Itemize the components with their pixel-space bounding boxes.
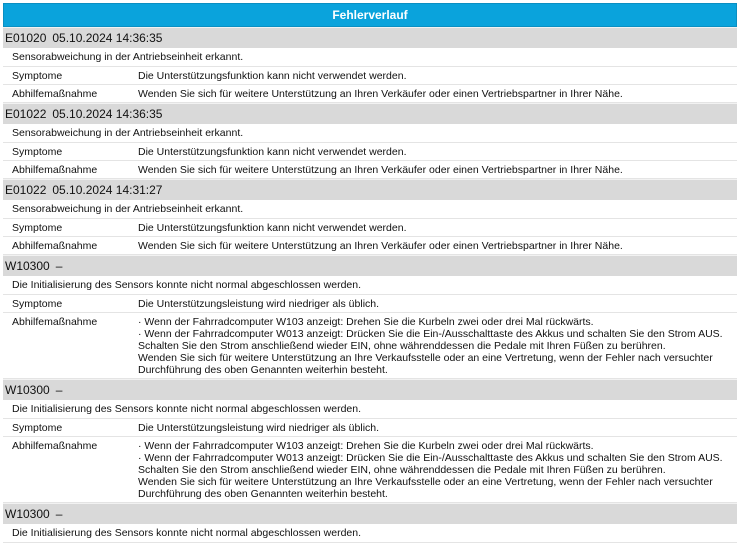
error-code: W10300 xyxy=(5,383,50,397)
symptom-row-label: Symptome xyxy=(12,222,63,234)
error-timestamp: 05.10.2024 14:31:27 xyxy=(52,183,163,197)
error-entry-header[interactable] xyxy=(3,255,737,276)
remedy-row-label: Abhilfemaßnahme xyxy=(12,240,98,252)
remedy-row-value xyxy=(138,164,737,176)
symptom-row-line: Die Unterstützungsleistung wird niedriger als üblich. xyxy=(138,422,380,434)
remedy-row-label: Abhilfemaßnahme xyxy=(12,440,98,452)
remedy-row-line: · Wenn der Fahrradcomputer W103 anzeigt: Drehen Sie die Kurbeln zwei oder drei Mal rückwärts. xyxy=(138,316,594,328)
symptom-row-label: Symptome xyxy=(12,70,63,82)
error-history-list[interactable] xyxy=(3,27,737,543)
error-entry-header[interactable] xyxy=(3,379,737,400)
error-description: Die Initialisierung des Sensors konnte nicht normal abgeschlossen werden. xyxy=(3,400,737,419)
remedy-row-label: Abhilfemaßnahme xyxy=(12,88,98,100)
remedy-row xyxy=(3,85,737,103)
symptom-row-line: Die Unterstützungsfunktion kann nicht verwendet werden. xyxy=(138,222,407,234)
symptom-row-value xyxy=(138,146,737,158)
error-timestamp: – xyxy=(55,259,63,273)
symptom-row-label: Symptome xyxy=(12,298,63,310)
remedy-row-line: · Wenn der Fahrradcomputer W013 anzeigt: Drücken Sie die Ein-/Ausschalttaste des Akkus und schalten Sie den Strom AUS. Schalten Sie den Strom anschließend wieder EIN, ohne währenddessen die Pedale mit Ihren Füßen zu berühren. xyxy=(138,328,723,352)
symptom-row xyxy=(3,219,737,237)
window-title-bar xyxy=(3,3,737,27)
error-code: E01020 xyxy=(5,31,47,45)
remedy-row-label: Abhilfemaßnahme xyxy=(12,164,98,176)
error-code: E01022 xyxy=(5,183,47,197)
error-timestamp: – xyxy=(55,507,63,521)
symptom-row xyxy=(3,67,737,85)
symptom-row-label: Symptome xyxy=(12,422,63,434)
symptom-row-value xyxy=(138,298,737,310)
remedy-row xyxy=(3,161,737,179)
window-title: Fehlerverlauf xyxy=(332,8,408,22)
error-description: Sensorabweichung in der Antriebseinheit erkannt. xyxy=(3,48,737,67)
error-code: W10300 xyxy=(5,507,50,521)
symptom-row xyxy=(3,419,737,437)
remedy-row-value xyxy=(138,240,737,252)
error-code: E01022 xyxy=(5,107,47,121)
remedy-row-line: Wenden Sie sich für weitere Unterstützung an Ihre Verkaufsstelle oder an eine Vertretung, wenn der Fehler nach versuchter Durchführung des oben Genannten weiterhin besteht. xyxy=(138,476,713,500)
error-description: Die Initialisierung des Sensors konnte nicht normal abgeschlossen werden. xyxy=(3,524,737,543)
remedy-row-value xyxy=(138,88,737,100)
symptom-row-value xyxy=(138,70,737,82)
symptom-row-line: Die Unterstützungsfunktion kann nicht verwendet werden. xyxy=(138,146,407,158)
error-timestamp: – xyxy=(55,383,63,397)
remedy-row-line: Wenden Sie sich für weitere Unterstützung an Ihren Verkäufer oder einen Vertriebspartner in Ihrer Nähe. xyxy=(138,164,623,176)
remedy-row-line: · Wenn der Fahrradcomputer W013 anzeigt: Drücken Sie die Ein-/Ausschalttaste des Akkus und schalten Sie den Strom AUS. Schalten Sie den Strom anschließend wieder EIN, ohne währenddessen die Pedale mit Ihren Füßen zu berühren. xyxy=(138,452,723,476)
symptom-row-line: Die Unterstützungsfunktion kann nicht verwendet werden. xyxy=(138,70,407,82)
remedy-row-value xyxy=(138,440,737,500)
error-description: Die Initialisierung des Sensors konnte nicht normal abgeschlossen werden. xyxy=(3,276,737,295)
symptom-row-value xyxy=(138,422,737,434)
remedy-row-label: Abhilfemaßnahme xyxy=(12,316,98,328)
remedy-row-line: Wenden Sie sich für weitere Unterstützung an Ihre Verkaufsstelle oder an eine Vertretung, wenn der Fehler nach versuchter Durchführung des oben Genannten weiterhin besteht. xyxy=(138,352,713,376)
symptom-row-label: Symptome xyxy=(12,146,63,158)
remedy-row xyxy=(3,437,737,503)
remedy-row-line: Wenden Sie sich für weitere Unterstützung an Ihren Verkäufer oder einen Vertriebspartner in Ihrer Nähe. xyxy=(138,240,623,252)
remedy-row xyxy=(3,313,737,379)
error-description: Sensorabweichung in der Antriebseinheit erkannt. xyxy=(3,124,737,143)
error-timestamp: 05.10.2024 14:36:35 xyxy=(52,107,163,121)
error-entry-header[interactable] xyxy=(3,27,737,48)
remedy-row-line: Wenden Sie sich für weitere Unterstützung an Ihren Verkäufer oder einen Vertriebspartner in Ihrer Nähe. xyxy=(138,88,623,100)
symptom-row xyxy=(3,295,737,313)
remedy-row xyxy=(3,237,737,255)
symptom-row xyxy=(3,143,737,161)
error-code: W10300 xyxy=(5,259,50,273)
remedy-row-line: · Wenn der Fahrradcomputer W103 anzeigt: Drehen Sie die Kurbeln zwei oder drei Mal rückwärts. xyxy=(138,440,594,452)
symptom-row-value xyxy=(138,222,737,234)
remedy-row-value xyxy=(138,316,737,376)
error-timestamp: 05.10.2024 14:36:35 xyxy=(52,31,163,45)
symptom-row-line: Die Unterstützungsleistung wird niedriger als üblich. xyxy=(138,298,380,310)
error-entry-header[interactable] xyxy=(3,103,737,124)
error-entry-header[interactable] xyxy=(3,503,737,524)
error-entry-header[interactable] xyxy=(3,179,737,200)
error-description: Sensorabweichung in der Antriebseinheit erkannt. xyxy=(3,200,737,219)
